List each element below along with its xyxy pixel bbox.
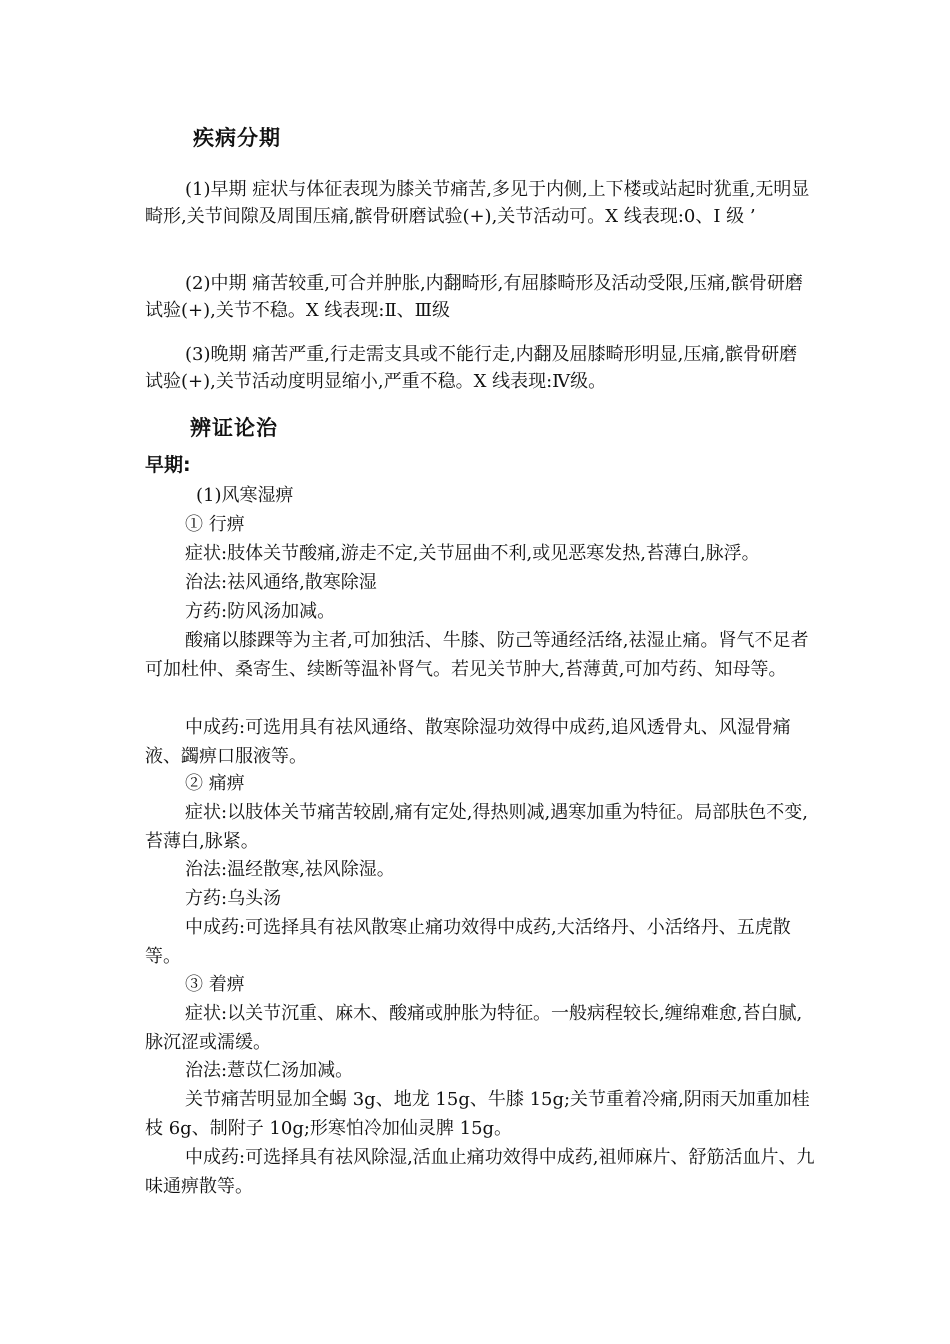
zhuo-bi-note: 关节痛苦明显加全蝎 3g、地龙 15g、牛膝 15g;关节重着冷痛,阴雨天加重加桂枝 6g、制附子 10g;形寒怕冷加仙灵脾 15g。: [145, 1089, 810, 1139]
tong-bi-formula: 方药:乌头汤: [185, 888, 282, 909]
xing-bi-method: 治法:祛风通络,散寒除湿: [185, 572, 377, 593]
subsection-wind-cold-damp: (1)风寒湿痹: [196, 485, 294, 506]
zhuo-bi-title: ③ 着痹: [185, 974, 245, 995]
zhuo-bi-symptom: 症状:以关节沉重、麻木、酸痛或肿胀为特征。一般病程较长,缠绵难愈,苔白腻,脉沉涩或濡缓。: [145, 1003, 803, 1053]
tong-bi-tcm: 中成药:可选择具有祛风散寒止痛功效得中成药,大活络丹、小活络丹、五虎散等。: [145, 917, 791, 967]
xing-bi-note: 酸痛以膝踝等为主者,可加独活、牛膝、防己等通经活络,祛湿止痛。肾气不足者可加杜仲、桑寄生、续断等温补肾气。若见关节肿大,苔薄黄,可加芍药、知母等。: [145, 630, 809, 680]
xing-bi-tcm: 中成药:可选用具有祛风通络、散寒除湿功效得中成药,追风透骨丸、风湿骨痛液、蠲痹口服液等。: [145, 717, 791, 767]
subheading-early: 早期:: [145, 454, 191, 476]
stage-early-paragraph: (1)早期 症状与体征表现为膝关节痛苦,多见于内侧,上下楼或站起时犹重,无明显畸形,关节间隙及周围压痛,髌骨研磨试验(+),关节活动可。X 线表现:0、I 级 ’: [145, 179, 810, 227]
xing-bi-symptom: 症状:肢体关节酸痛,游走不定,关节屈曲不利,或见恶寒发热,苔薄白,脉浮。: [185, 543, 760, 564]
xing-bi-title: ① 行痹: [185, 514, 245, 535]
stage-mid-paragraph: (2)中期 痛苦较重,可合并肿胀,内翻畸形,有屈膝畸形及活动受限,压痛,髌骨研磨试验(+),关节不稳。X 线表现:Ⅱ、Ⅲ级: [145, 273, 803, 321]
section-heading-staging: 疾病分期: [193, 126, 281, 150]
zhuo-bi-method: 治法:薏苡仁汤加减。: [185, 1060, 354, 1081]
tong-bi-method: 治法:温经散寒,祛风除湿。: [185, 859, 395, 880]
xing-bi-formula: 方药:防风汤加减。: [185, 601, 336, 622]
section-heading-treatment: 辨证论治: [190, 416, 278, 440]
stage-late-paragraph: (3)晚期 痛苦严重,行走需支具或不能行走,内翻及屈膝畸形明显,压痛,髌骨研磨试验(+),关节活动度明显缩小,严重不稳。X 线表现:Ⅳ级。: [145, 344, 798, 392]
tong-bi-symptom: 症状:以肢体关节痛苦较剧,痛有定处,得热则减,遇寒加重为特征。局部肤色不变,苔薄白,脉紧。: [145, 802, 808, 852]
zhuo-bi-tcm: 中成药:可选择具有祛风除湿,活血止痛功效得中成药,祖师麻片、舒筋活血片、九味通痹散等。: [145, 1147, 815, 1197]
tong-bi-title: ② 痛痹: [185, 773, 245, 794]
